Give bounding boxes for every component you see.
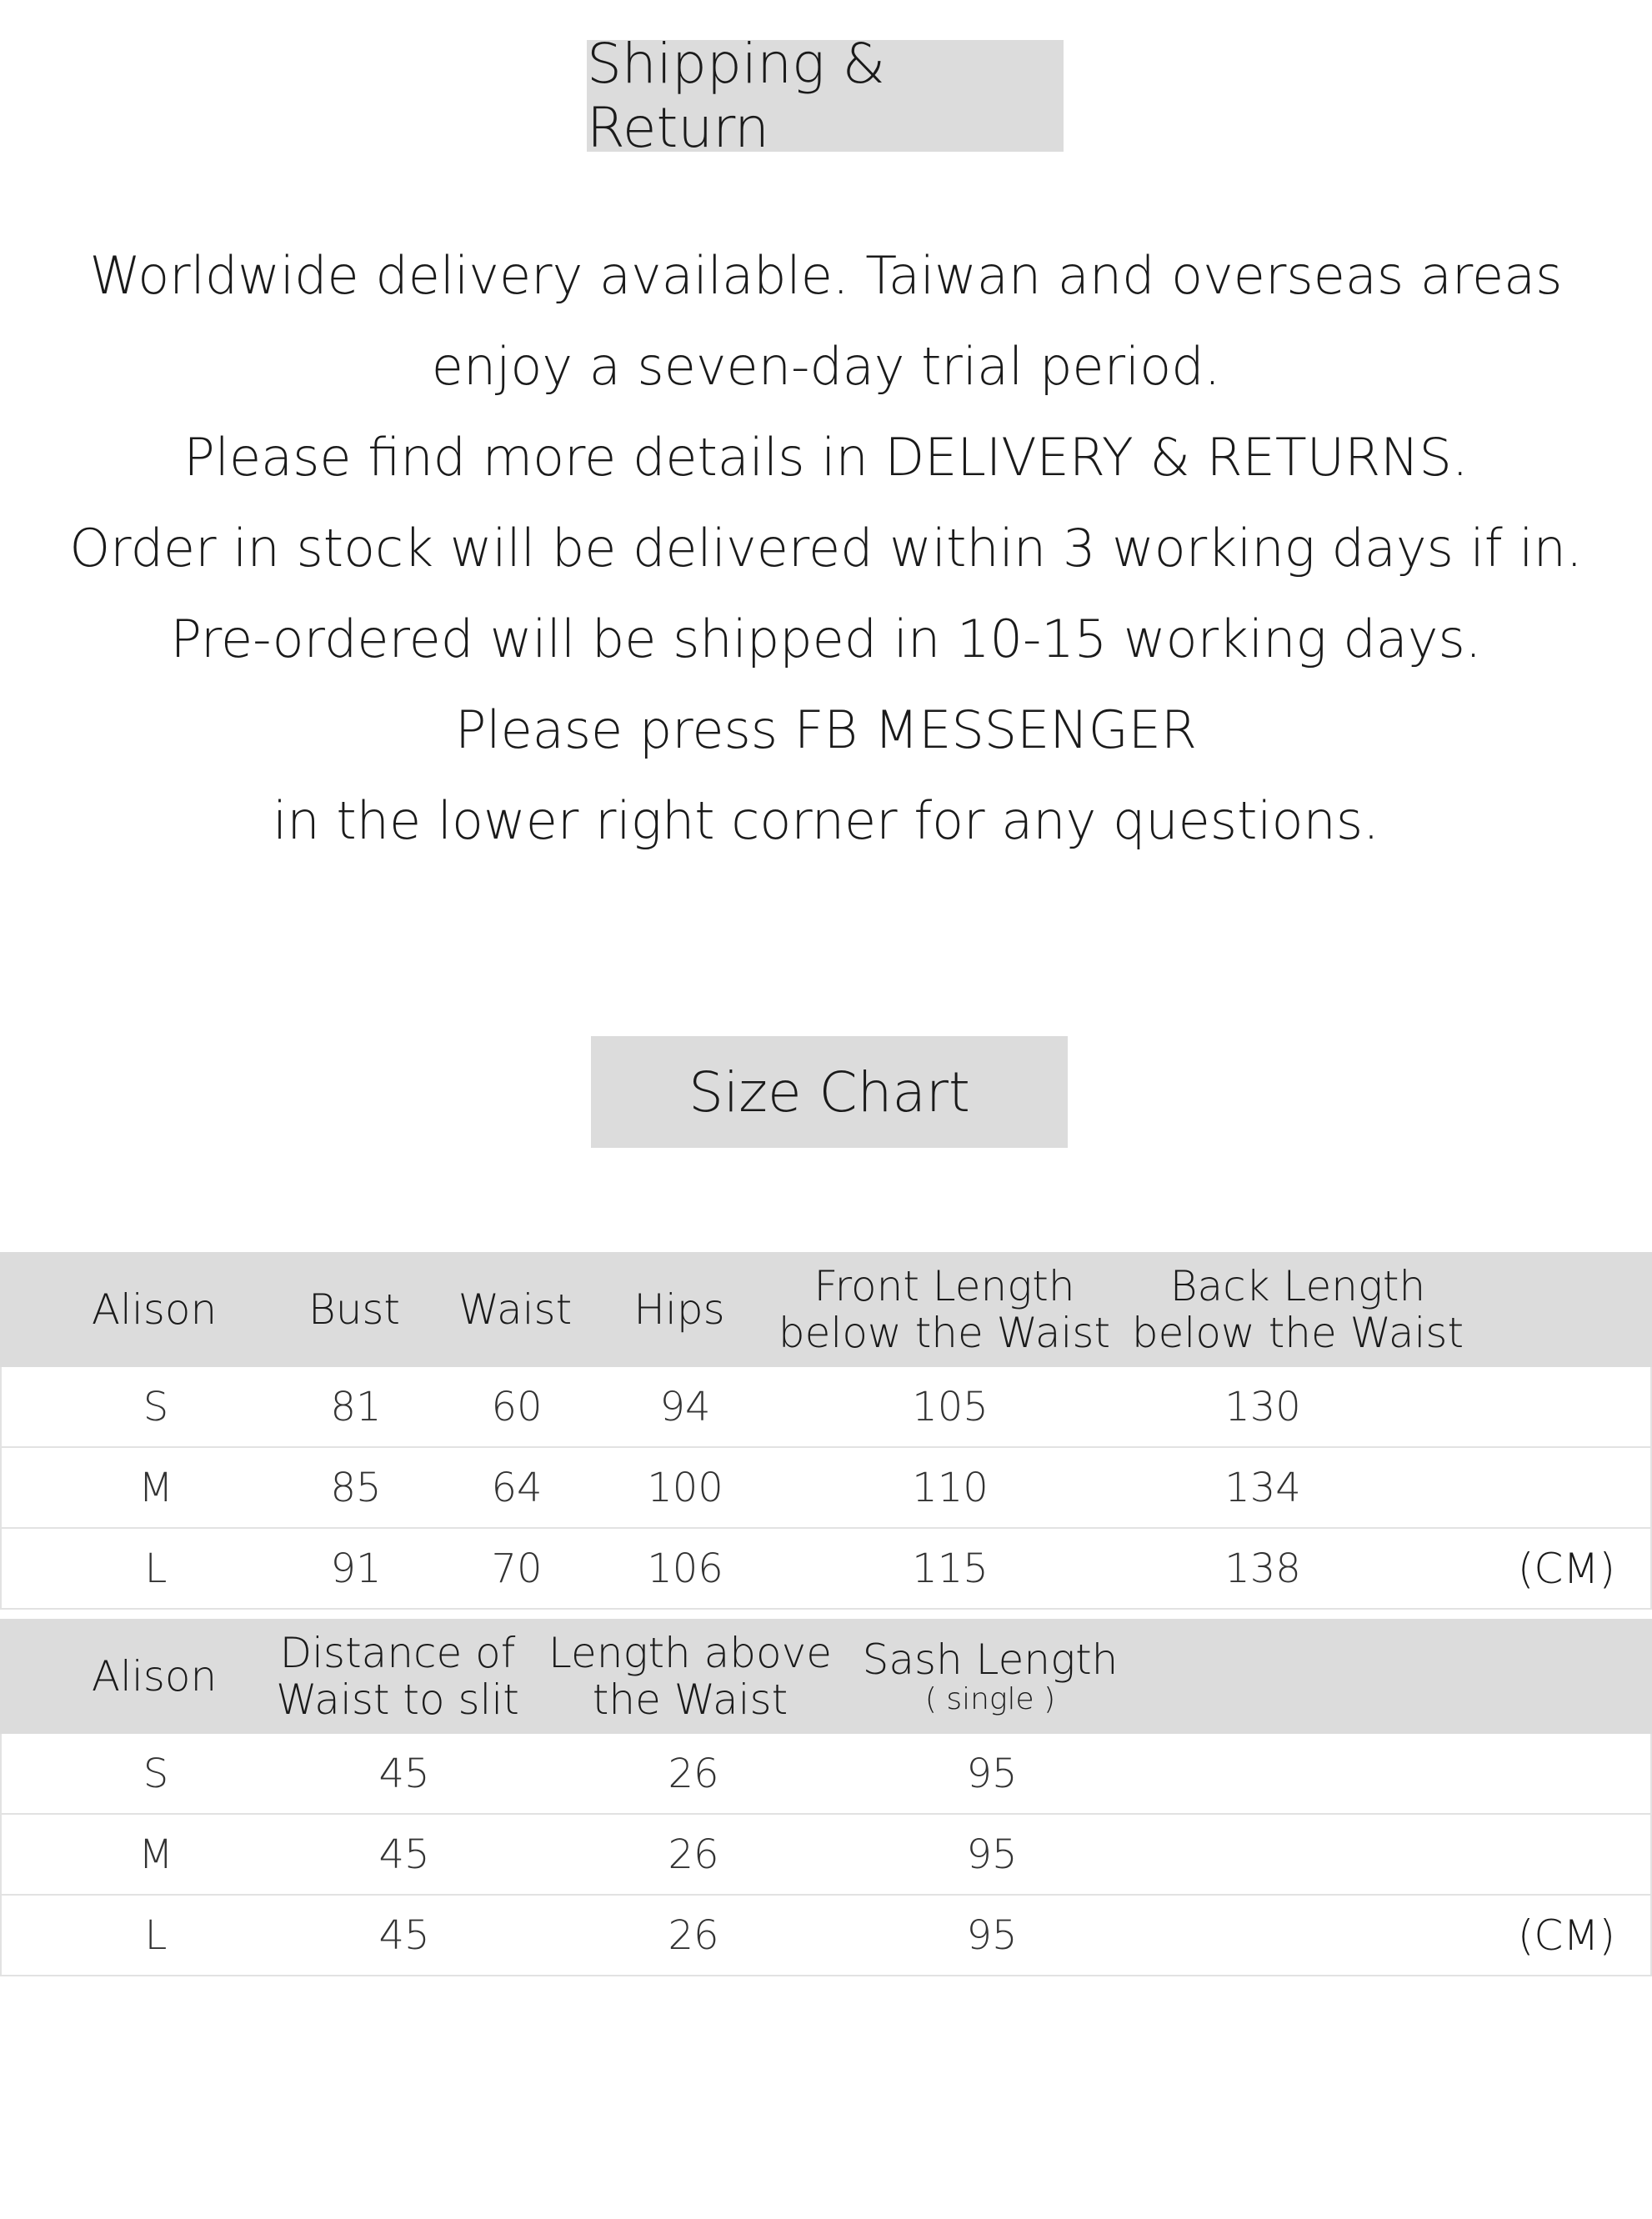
header-back-length: Back Length below the Waist	[1131, 1262, 1464, 1357]
above-waist-cell: 26	[668, 1831, 719, 1878]
header-sash-length: Sash Length ( single )	[862, 1635, 1119, 1716]
waist-cell: 60	[491, 1383, 543, 1430]
slit-cell: 45	[378, 1911, 430, 1959]
front-length-cell: 110	[912, 1464, 989, 1511]
size-table-main	[0, 1252, 1652, 1610]
bust-cell: 91	[330, 1545, 382, 1592]
waist-cell: 70	[491, 1545, 543, 1592]
size-cell: L	[144, 1545, 168, 1592]
table-row	[2, 1529, 1650, 1610]
size-cell: L	[144, 1911, 168, 1959]
size-chart-heading: Size Chart	[591, 1036, 1068, 1148]
slit-cell: 45	[378, 1831, 430, 1878]
header-length-above-waist: Length above the Waist	[548, 1629, 832, 1724]
bust-cell: 85	[330, 1464, 382, 1511]
unit-label: (CM)	[1517, 1911, 1615, 1960]
shipping-info-line: Pre-ordered will be shipped in 10-15 working days.	[170, 609, 1482, 669]
front-length-cell: 115	[912, 1545, 989, 1592]
size-table-extra	[0, 1619, 1652, 1976]
header-waist: Waist	[458, 1285, 573, 1334]
table-row	[2, 1448, 1650, 1529]
shipping-info	[0, 230, 1652, 866]
header-style-name: Alison	[91, 1285, 218, 1334]
waist-cell: 64	[491, 1464, 543, 1511]
front-length-cell: 105	[912, 1383, 989, 1430]
sash-cell: 95	[966, 1911, 1018, 1959]
size-cell: S	[143, 1383, 169, 1430]
shipping-info-line: Worldwide delivery available. Taiwan and overseas areas	[89, 245, 1563, 306]
header-waist-to-slit: Distance of Waist to slit	[276, 1629, 519, 1724]
sash-cell: 95	[966, 1831, 1018, 1878]
table-row	[2, 1896, 1650, 1976]
hips-cell: 94	[659, 1383, 711, 1430]
table-row	[2, 1367, 1650, 1448]
bust-cell: 81	[330, 1383, 382, 1430]
above-waist-cell: 26	[668, 1750, 719, 1797]
unit-label: (CM)	[1517, 1544, 1615, 1593]
size-cell: M	[138, 1464, 173, 1511]
header-style-name: Alison	[91, 1652, 218, 1701]
hips-cell: 100	[647, 1464, 723, 1511]
shipping-info-line: enjoy a seven-day trial period.	[431, 336, 1221, 397]
back-length-cell: 138	[1224, 1545, 1301, 1592]
shipping-info-line: Please find more details in DELIVERY & RETURNS.	[183, 427, 1469, 488]
shipping-return-heading: Shipping & Return	[587, 40, 1064, 152]
hips-cell: 106	[647, 1545, 723, 1592]
table-row	[2, 1815, 1650, 1896]
header-front-length: Front Length below the Waist	[778, 1262, 1111, 1357]
table-header-row	[0, 1619, 1652, 1734]
above-waist-cell: 26	[668, 1911, 719, 1959]
table-row	[2, 1734, 1650, 1815]
table-header-row	[0, 1252, 1652, 1367]
slit-cell: 45	[378, 1750, 430, 1797]
shipping-info-line: in the lower right corner for any questions.	[273, 790, 1379, 851]
header-bust: Bust	[308, 1285, 401, 1334]
shipping-info-line: Order in stock will be delivered within 3 working days if in.	[69, 518, 1583, 579]
back-length-cell: 134	[1224, 1464, 1301, 1511]
size-cell: M	[138, 1831, 173, 1878]
header-hips: Hips	[633, 1285, 725, 1334]
size-cell: S	[143, 1750, 169, 1797]
sash-cell: 95	[966, 1750, 1018, 1797]
shipping-info-line: Please press FB MESSENGER	[454, 699, 1198, 760]
back-length-cell: 130	[1224, 1383, 1301, 1430]
